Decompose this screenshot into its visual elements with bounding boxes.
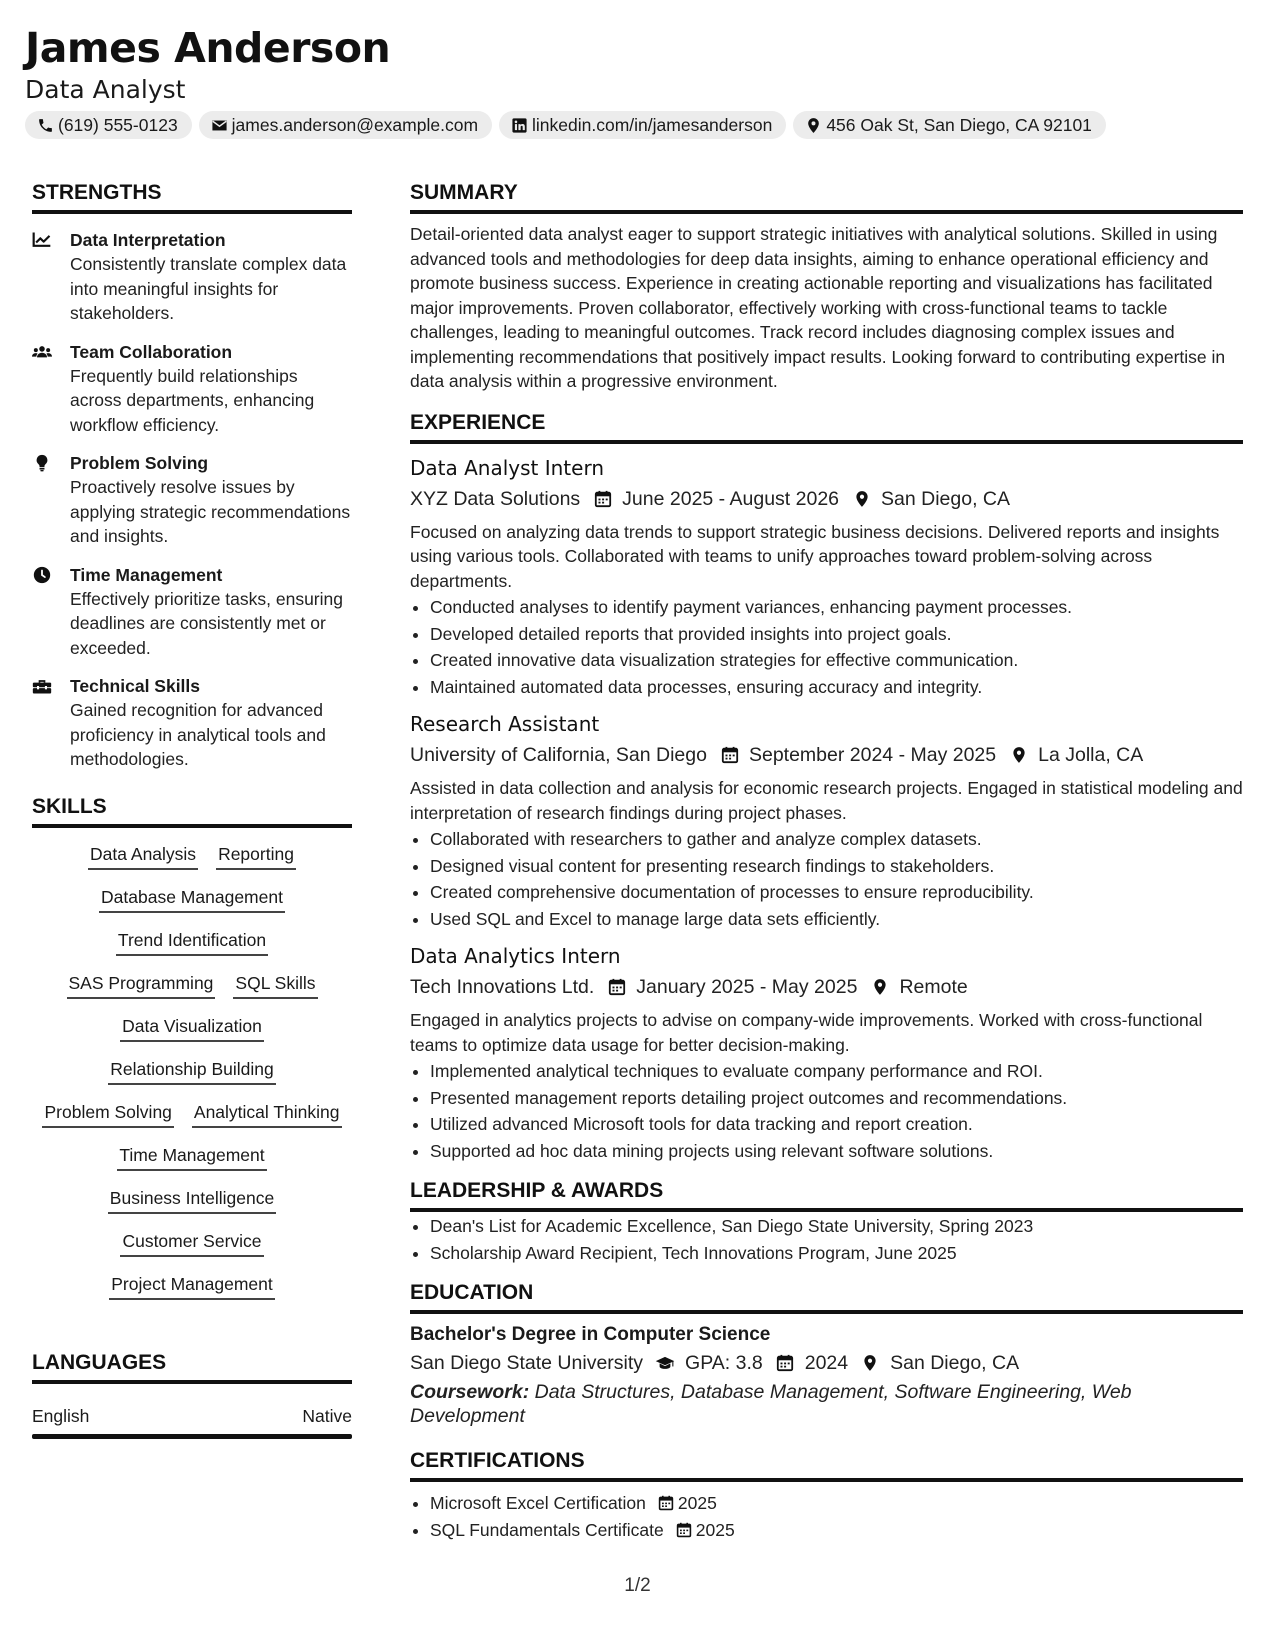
calendar-icon: [658, 1495, 674, 1511]
linkedin-text: linkedin.com/in/jamesanderson: [532, 114, 773, 135]
calendar-icon: [775, 1354, 795, 1372]
bullet-item: • Presented management reports detailing project outcomes and recommendations.: [430, 1085, 1243, 1112]
awards-heading: LEADERSHIP & AWARDS: [410, 1178, 1243, 1212]
strength-item: [32, 451, 352, 549]
contact-phone[interactable]: [25, 111, 192, 139]
calendar-icon: [721, 746, 739, 764]
map-pin-icon: [871, 978, 889, 996]
strength-item: [32, 563, 352, 661]
job-dates: June 2025 - August 2026: [622, 487, 840, 510]
skill-tag: Project Management: [109, 1272, 274, 1300]
page-number: 1/2: [624, 1575, 651, 1596]
certification-name: Microsoft Excel Certification: [430, 1493, 646, 1513]
job-bullets: [410, 826, 1243, 932]
job-description: Assisted in data collection and analysis for economic research projects. Engaged in statistical modeling and interpretation of research findings during project phases.: [410, 778, 1243, 823]
award-item: • Dean's List for Academic Excellence, San Diego State University, Spring 2023: [430, 1213, 1243, 1240]
email-text: james.anderson@example.com: [231, 114, 479, 135]
calendar-icon: [594, 490, 612, 508]
experience-heading: EXPERIENCE: [410, 410, 1243, 444]
job-title: Data Analytics Intern: [410, 944, 621, 968]
address-text: 456 Oak St, San Diego, CA 92101: [826, 114, 1092, 135]
phone-text: (619) 555-0123: [58, 114, 178, 135]
job-entry: [410, 454, 1243, 701]
awards-list: [410, 1213, 1243, 1266]
bullet-item: • Developed detailed reports that provided insights into project goals.: [430, 621, 1243, 648]
calendar-icon: [676, 1522, 692, 1538]
candidate-name: James Anderson: [25, 24, 391, 72]
map-pin-icon: [805, 117, 822, 134]
contact-address: [793, 111, 1106, 139]
contact-email[interactable]: [199, 111, 492, 139]
left-column: [32, 180, 352, 1439]
strength-desc: Frequently build relationships across departments, enhancing workflow efficiency.: [70, 365, 315, 435]
map-pin-icon: [1010, 746, 1028, 764]
job-dates: September 2024 - May 2025: [748, 744, 997, 766]
bullet-item: • Designed visual content for presenting research findings to stakeholders.: [430, 853, 1243, 880]
strength-title: Problem Solving: [70, 453, 209, 473]
lightbulb-icon: [32, 454, 52, 472]
language-proficiency-bar: [32, 1434, 352, 1439]
skill-tag: SAS Programming: [67, 971, 216, 999]
certifications-heading: CERTIFICATIONS: [410, 1448, 1243, 1482]
bullet-item: • Maintained automated data processes, ensuring accuracy and integrity.: [430, 674, 1243, 701]
strength-desc: Proactively resolve issues by applying strategic recommendations and insights.: [70, 477, 351, 546]
right-column: [410, 180, 1243, 1543]
education-coursework: [410, 1380, 1243, 1428]
skill-tag: Reporting: [216, 842, 296, 870]
certification-item: [430, 1490, 1243, 1517]
chart-line-icon: [32, 231, 52, 249]
summary-heading: SUMMARY: [410, 180, 1243, 214]
bullet-item: • Created comprehensive documentation of processes to ensure reproducibility.: [430, 879, 1243, 906]
education-gpa: GPA: 3.8: [685, 1352, 763, 1374]
job-company: University of California, San Diego: [410, 744, 707, 766]
skill-tag: Time Management: [117, 1143, 266, 1171]
certifications-list: [410, 1490, 1243, 1543]
certification-year: 2025: [695, 1519, 735, 1540]
bullet-item: • Created innovative data visualization strategies for effective communication.: [430, 647, 1243, 674]
strength-desc: Consistently translate complex data into meaningful insights for stakeholders.: [70, 254, 347, 323]
job-description: Focused on analyzing data trends to support strategic business decisions. Delivered reports and insights using various tools. Collaborated with teams to unify approaches toward problem-solving across departments.: [410, 521, 1220, 591]
certification-name: SQL Fundamentals Certificate: [430, 1519, 664, 1540]
skill-tag: Trend Identification: [116, 928, 268, 956]
skill-tag: Business Intelligence: [108, 1186, 276, 1214]
job-description: Engaged in analytics projects to advise on company-wide improvements. Worked with cross-functional teams to optimize data usage for better decision-making.: [410, 1010, 1203, 1055]
skill-tag: Analytical Thinking: [192, 1100, 342, 1128]
strength-item: [32, 340, 352, 438]
strength-title: Team Collaboration: [70, 341, 233, 362]
job-bullets: [410, 594, 1243, 700]
bullet-item: • Used SQL and Excel to manage large data sets efficiently.: [430, 906, 1243, 933]
summary-text: Detail-oriented data analyst eager to support strategic initiatives with analytical solutions. Skilled in using advanced tools and methodologies for deep data insights, aiming to enhance operational efficiency and promote business success. Experience in creating actionable reporting and visualizations has facilitated major improvements. Proven collaborator, effectively working with cross-functional teams to tackle challenges, leading to meaningful outcomes. Track record includes diagnosing complex issues and implementing recommendations that positively impact results. Looking forward to contributing expertise in data analysis within a progressive environment.: [410, 224, 1226, 391]
phone-icon: [37, 117, 54, 134]
job-company: Tech Innovations Ltd.: [410, 976, 595, 998]
job-location: La Jolla, CA: [1038, 744, 1144, 766]
bullet-item: • Implemented analytical techniques to evaluate company performance and ROI.: [430, 1058, 1243, 1085]
job-entry: [410, 710, 1243, 932]
strengths-heading: STRENGTHS: [32, 180, 352, 214]
bullet-item: • Utilized advanced Microsoft tools for data tracking and report creation.: [430, 1111, 1243, 1138]
strength-title: Technical Skills: [70, 676, 201, 696]
job-location: Remote: [899, 976, 968, 998]
strength-item: [32, 674, 352, 772]
job-title: Data Analyst Intern: [410, 455, 605, 480]
graduation-cap-icon: [655, 1354, 675, 1372]
award-item: • Scholarship Award Recipient, Tech Innovations Program, June 2025: [430, 1240, 1243, 1267]
coursework-label: Coursework:: [410, 1381, 530, 1403]
job-company: XYZ Data Solutions: [410, 487, 581, 510]
strength-desc: Effectively prioritize tasks, ensuring deadlines are consistently met or exceeded.: [70, 588, 343, 658]
map-pin-icon: [860, 1354, 880, 1372]
certification-item: [430, 1517, 1243, 1544]
strength-title: Time Management: [70, 564, 223, 585]
language-item: [32, 1404, 352, 1428]
users-icon: [32, 343, 52, 361]
skill-tag: Relationship Building: [108, 1057, 275, 1085]
strength-item: [32, 228, 352, 326]
job-bullets: [410, 1058, 1243, 1164]
language-level: Native: [302, 1405, 352, 1426]
job-title: Research Assistant: [410, 712, 600, 736]
clock-icon: [32, 566, 52, 584]
contact-bar: [25, 111, 1250, 139]
skills-heading: SKILLS: [32, 794, 352, 828]
bullet-item: • Collaborated with researchers to gather and analyze complex datasets.: [430, 826, 1243, 853]
map-pin-icon: [853, 490, 871, 508]
job-location: San Diego, CA: [881, 487, 1011, 510]
skills-list: [32, 842, 352, 1300]
job-dates: January 2025 - May 2025: [636, 976, 858, 998]
bullet-item: • Conducted analyses to identify payment variances, enhancing payment processes.: [430, 594, 1243, 621]
resume-header: [25, 22, 1250, 139]
job-entry: [410, 942, 1243, 1164]
skill-tag: SQL Skills: [233, 971, 317, 999]
education-year: 2024: [804, 1352, 849, 1374]
coursework-text: Data Structures, Database Management, Software Engineering, Web Development: [410, 1381, 1132, 1427]
contact-linkedin[interactable]: [499, 111, 786, 139]
education-location: San Diego, CA: [890, 1352, 1020, 1374]
linkedin-icon: [511, 117, 528, 134]
education-school: San Diego State University: [410, 1352, 644, 1374]
skill-tag: Problem Solving: [42, 1100, 173, 1128]
language-name: English: [32, 1405, 90, 1426]
toolbox-icon: [32, 677, 52, 695]
certification-year: 2025: [677, 1493, 717, 1513]
education-heading: EDUCATION: [410, 1280, 1243, 1314]
candidate-title: Data Analyst: [25, 75, 186, 104]
strength-title: Data Interpretation: [70, 230, 226, 250]
education-degree: Bachelor's Degree in Computer Science: [410, 1324, 771, 1345]
envelope-icon: [211, 117, 228, 134]
languages-heading: LANGUAGES: [32, 1350, 352, 1384]
bullet-item: • Supported ad hoc data mining projects using relevant software solutions.: [430, 1138, 1243, 1165]
strength-desc: Gained recognition for advanced proficiency in analytical tools and methodologies.: [70, 700, 326, 769]
calendar-icon: [608, 978, 626, 996]
skill-tag: Data Analysis: [88, 842, 198, 870]
skill-tag: Customer Service: [120, 1229, 263, 1257]
skill-tag: Database Management: [99, 885, 285, 913]
skill-tag: Data Visualization: [120, 1014, 264, 1042]
